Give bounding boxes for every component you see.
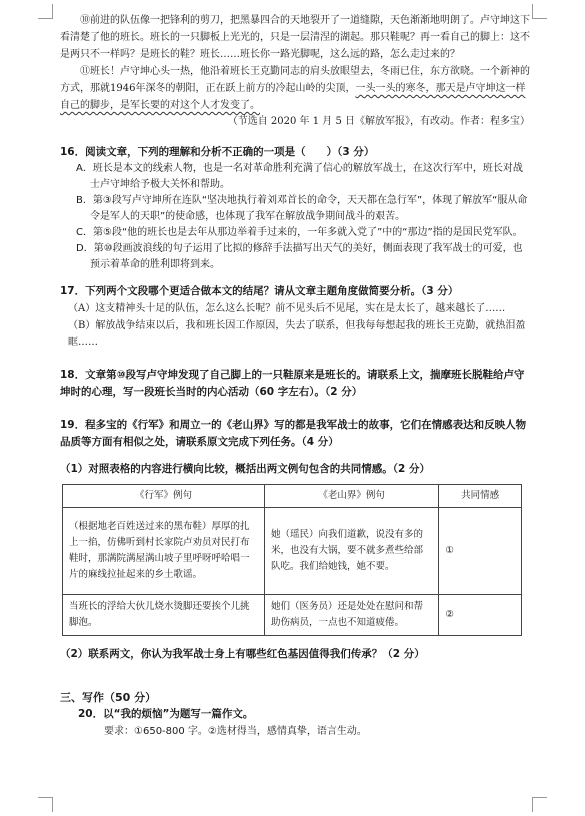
passage-paragraph-10: ⑩前进的队伍像一把锋利的剪刀，把黑暴四合的天地裂开了一道缝隙，天色渐渐地明朗了。卢守坤这下看清楚了他的班长。班长的一只脚板上光光的，只是一层清涅的湖起。那只鞋呢？再一看自己的脚上：这不是两只不一样吗？是班长的鞋？班长……班长你一路光脚呢，这么远的路，怎么走过来的？ — [60, 15, 530, 60]
spacer — [60, 636, 530, 646]
question-18-stem: 18．文章第⑩段写卢守坤发现了自己脚上的一只鞋原来是班长的。请联系上文，揣摩班长脱鞋给卢守坤时的心理，写一段班长当时的内心活动（60 字左右）。（2 分） — [60, 369, 525, 398]
paragraph-11-text: ⑪班长！卢守坤心头一热，他沿着班长王克勤同志的肩头放眼望去，冬雨已住，东方欲晓。一个新神的方式，那就1946年深冬的朝阳，正在跃上前方的冷起山岭的尖顶， — [60, 66, 530, 94]
writing-section-title: 三、写作（50 分） — [60, 691, 157, 704]
question-17-stem: 17．下列两个文段哪个更适合做本文的结尾？请从文章主题角度做简要分析。（3 分） — [60, 285, 459, 297]
table-header-emotion: 共同情感 — [439, 485, 522, 508]
passage-source: （节选自 2020 年 1 月 5 日《解放军报》，有改动。作者：程多宝） — [227, 116, 530, 127]
table-header-row — [63, 485, 522, 508]
table-cell: 她们（医务员）还是处处在慰问和帮助伤病员，一点也不知道疲倦。 — [264, 595, 438, 636]
essay-prompt: 20．以“我的烦恼”为题写一篇作文。 — [78, 708, 254, 720]
table-row — [63, 508, 522, 595]
question-19-stem: 19．程多宝的《行军》和周立一的《老山界》写的都是我军战士的故事，它们在情感表达和反映人物品质等方面有相似之处，请联系原文完成下列任务。（4 分） — [60, 419, 527, 448]
crop-mark-bottom-right — [532, 797, 547, 812]
spacer — [60, 273, 530, 283]
spacer — [60, 679, 530, 689]
table-header-xingjun: 《行军》例句 — [63, 485, 265, 508]
spacer — [60, 351, 530, 367]
table-cell: （根据地老百姓送过来的黑布鞋）厚厚的扎上一掐，仿佛听到村长家院卢劝员对民打布鞋时，那满院满屋满山坡子里呼呀呼哈唱一片的麻线拉扯起来的乡土歌谣。 — [63, 508, 265, 595]
question-19-sub-1: （1）对照表格的内容进行横向比较，概括出两文例句包含的共同情感。（2 分） — [60, 463, 431, 475]
question-19-sub-2: （2）联系两文，你认为我军战士身上有哪些红色基因值得我们传承？（2 分） — [60, 648, 425, 660]
spacer — [60, 663, 530, 679]
comparison-table — [62, 484, 522, 636]
table-row — [63, 595, 522, 636]
exam-page — [60, 12, 530, 740]
spacer — [60, 451, 530, 461]
crop-mark-bottom-left — [38, 797, 53, 812]
crop-mark-top-right — [532, 4, 547, 19]
table-cell: 当班长的浮给大伙儿烧水烫脚还要挨个儿挑脚泡。 — [63, 595, 265, 636]
passage-paragraph-11 — [60, 63, 530, 114]
question-16-stem: 16．阅读文章，下列的理解和分析不正确的一项是（ ）（3 分） — [60, 146, 375, 158]
question-17-option-b: （B）解放战争结束以后，我和班长因工作原因，失去了联系，但我每每想起我的班长王克勤，就热泪盈眶…… — [68, 320, 526, 348]
table-cell-answer-blank[interactable]: ② — [439, 595, 522, 636]
table-header-laoshanjie: 《老山界》例句 — [264, 485, 438, 508]
question-17-option-a: （A）这支精神头十足的队伍，怎么这么长呢？前不见头后不见尾，实在是太长了，越来越长了…… — [68, 303, 506, 314]
question-16-option-d: D．第⑩段画波浪线的句子运用了比拟的修辞手法描写出天气的美好，侧面表现了我军战士的可爱，也预示着革命的胜利即将到来。 — [76, 243, 523, 270]
essay-requirements: 要求：①650-800 字。②选材得当，感情真挚，语言生动。 — [104, 726, 367, 737]
wavy-underlined-sentence: 一头一头的寒冬，那天是卢守坤这一样自己的脚步，是军长要的对这个人才发变了。 — [60, 83, 526, 111]
question-16-option-b: B．第③段写卢守坤所在连队“坚决地执行着刘邓首长的命令，天天都在急行军”，体现了解放军“服从命令是军人的天职”的使命感，也体现了我军在解放战争期间战斗的艰苦。 — [76, 195, 528, 222]
question-16-option-c: C．第⑤段“他的班长也是去年从那边举着手过来的，一年多就入党了”中的“那边”指的是国民党军队。 — [76, 227, 523, 238]
question-16-option-a: A．班长是本文的线索人物，也是一名对革命胜利充满了信心的解放军战士，在这次行军中，班长对战士卢守坤给予极大关怀和帮助。 — [76, 163, 523, 190]
table-cell: 她（瑶民）向我们道歉，说没有多的米，也没有大锅，要不就多煮些给部队吃。我们给她钱，她不要。 — [264, 508, 438, 595]
crop-mark-top-left — [38, 4, 53, 19]
table-cell-answer-blank[interactable]: ① — [439, 508, 522, 595]
spacer — [60, 401, 530, 417]
